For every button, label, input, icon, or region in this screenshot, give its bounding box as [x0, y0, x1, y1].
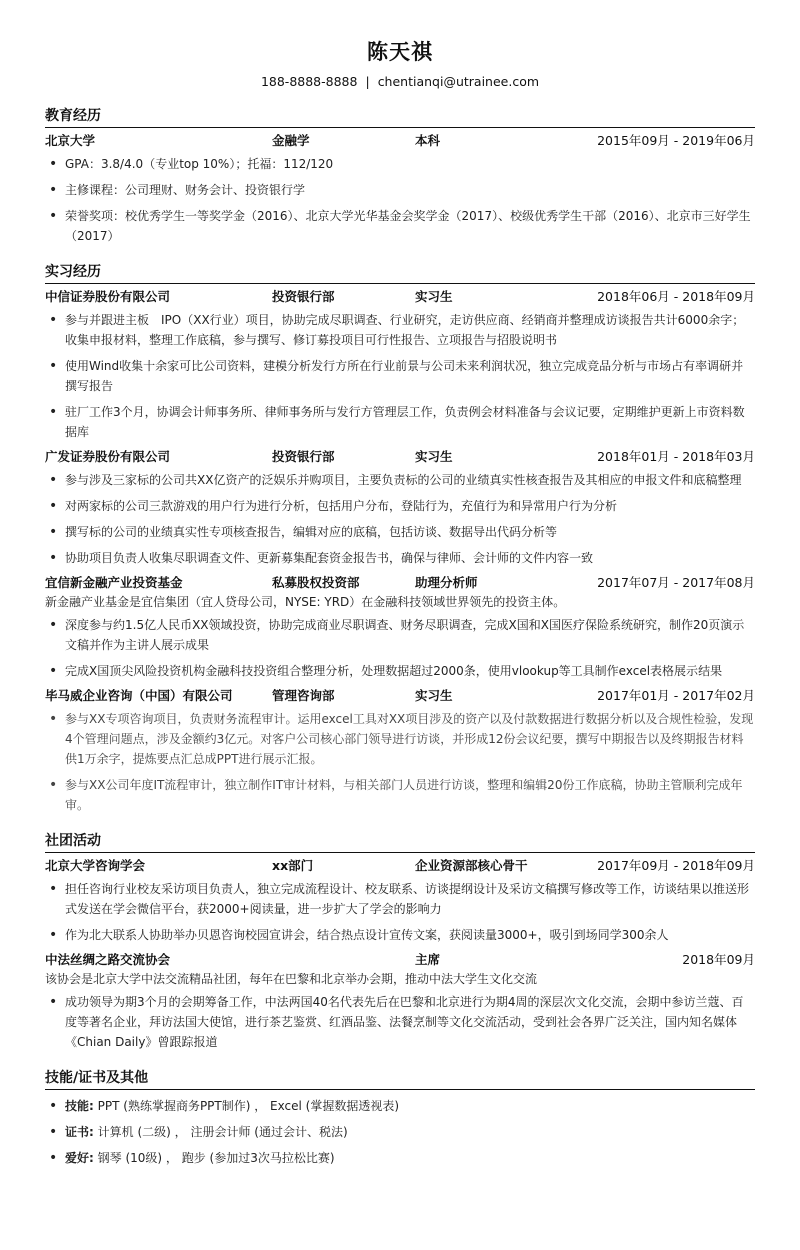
section-title: 教育经历 — [45, 106, 755, 128]
date-range: 2017年09月 - 2018年09月 — [597, 858, 755, 873]
entry — [45, 574, 755, 681]
bullet-list — [45, 879, 755, 945]
entry-description: 该协会是北京大学中法交流精品社团，每年在巴黎和北京举办会期，推动中法大学生文化交流 — [45, 972, 538, 986]
resume-name: 陈天祺 — [367, 40, 433, 64]
bullet-item: • 作为北大联系人协助举办贝恩咨询校园宣讲会，结合热点设计宣传文案，获阅读量3000+，吸引到场同学300余人 — [45, 925, 755, 945]
section-skills — [45, 1068, 755, 1168]
entry — [45, 951, 755, 1052]
bullet-item: • 参与XX公司年度IT流程审计，独立制作IT审计材料，与相关部门人员进行访谈，整理和编辑20份工作底稿，协助主管顺利完成年审。 — [45, 775, 755, 815]
section-title: 实习经历 — [45, 262, 755, 284]
organization-name: 中信证券股份有限公司 — [45, 289, 171, 304]
entry — [45, 448, 755, 568]
department-name: 投资银行部 — [272, 449, 335, 464]
bullet-list — [45, 709, 755, 815]
skill-label: 技能: — [65, 1099, 94, 1113]
skill-text: 计算机 (二级) ， 注册会计师 (通过会计、税法) — [97, 1125, 348, 1139]
email-address: chentianqi@utrainee.com — [377, 74, 540, 89]
entry — [45, 857, 755, 945]
bullet-item: • 参与涉及三家标的公司共XX亿资产的泛娱乐并购项目，主要负责标的公司的业绩真实性核查报告及其相应的申报文件和底稿整理 — [45, 470, 755, 490]
entry-header — [45, 951, 755, 969]
department-name: 金融学 — [272, 133, 310, 148]
bullet-item: • 使用Wind收集十余家可比公司资料，建模分析发行方所在行业前景与公司未来利润状况，独立完成竞品分析与市场占有率调研并撰写报告 — [45, 356, 755, 396]
bullet-item: • 撰写标的公司的业绩真实性专项核查报告，编辑对应的底稿，包括访谈、数据导出代码分析等 — [45, 522, 755, 542]
phone-number: 188-8888-8888 — [260, 74, 358, 89]
role-title: 企业资源部核心骨干 — [415, 858, 528, 873]
date-range: 2018年06月 - 2018年09月 — [597, 289, 755, 304]
skill-item — [45, 1122, 755, 1142]
entry-header — [45, 574, 755, 592]
section-internship — [45, 262, 755, 815]
department-name: 投资银行部 — [272, 289, 335, 304]
bullet-item: • 对两家标的公司三款游戏的用户行为进行分析，包括用户分布，登陆行为，充值行为和异常用户行为分析 — [45, 496, 755, 516]
skill-text: 钢琴 (10级) ， 跑步 (参加过3次马拉松比赛) — [97, 1151, 335, 1165]
entry — [45, 288, 755, 442]
resume-page — [45, 0, 755, 1168]
bullet-item: • GPA：3.8/4.0（专业top 10%）；托福：112/120 — [45, 154, 755, 174]
entry-header — [45, 288, 755, 306]
entry-header — [45, 857, 755, 875]
section-activities — [45, 831, 755, 1052]
date-range: 2018年09月 — [682, 952, 755, 967]
entry-header — [45, 132, 755, 150]
skill-item — [45, 1148, 755, 1168]
bullet-item: • 协助项目负责人收集尽职调查文件、更新募集配套资金报告书，确保与律师、会计师的文件内容一致 — [45, 548, 755, 568]
role-title: 实习生 — [415, 688, 453, 703]
date-range: 2017年07月 - 2017年08月 — [597, 575, 755, 590]
entry — [45, 132, 755, 246]
bullet-item: • 深度参与约1.5亿人民币XX领域投资，协助完成商业尽职调查、财务尽职调查，完成X国和X国医疗保险系统研究，制作20页演示文稿并作为主讲人展示成果 — [45, 615, 755, 655]
department-name: 私募股权投资部 — [272, 575, 360, 590]
bullet-list — [45, 310, 755, 442]
bullet-item: • 担任咨询行业校友采访项目负责人，独立完成流程设计、校友联系、访谈提纲设计及采访文稿撰写修改等工作，访谈结果以推送形式发送在学会微信平台，获2000+阅读量，进一步扩大了学会的影响力 — [45, 879, 755, 919]
bullet-item: • 成功领导为期3个月的会期筹备工作，中法两国40名代表先后在巴黎和北京进行为期4周的深层次文化交流，会期中参访兰蔻、百度等著名企业，拜访法国大使馆，进行茶艺鉴赏、红酒品鉴、法餐烹制等文化交流活动，受到社会各界广泛关注，国内知名媒体《Chian Daily》曾跟踪报道 — [45, 992, 755, 1052]
bullet-item: • 参与并跟进主板 IPO（XX行业）项目，协助完成尽职调查、行业研究，走访供应商、经销商并整理成访谈报告共计6000余字；收集申报材料，整理工作底稿，参与撰写、修订募投项目可行性报告、立项报告与招股说明书 — [45, 310, 755, 350]
organization-name: 北京大学 — [45, 133, 96, 148]
organization-name: 宜信新金融产业投资基金 — [45, 575, 183, 590]
date-range: 2018年01月 - 2018年03月 — [597, 449, 755, 464]
bullet-item: • 主修课程：公司理财、财务会计、投资银行学 — [45, 180, 755, 200]
bullet-list — [45, 470, 755, 568]
role-title: 助理分析师 — [415, 575, 478, 590]
bullet-item: • 完成X国顶尖风险投资机构金融科技投资组合整理分析，处理数据超过2000条，使用vlookup等工具制作excel表格展示结果 — [45, 661, 755, 681]
bullet-list — [45, 154, 755, 246]
entry — [45, 687, 755, 815]
date-range: 2015年09月 - 2019年06月 — [597, 133, 755, 148]
bullet-list — [45, 615, 755, 681]
bullet-item: • 参与XX专项咨询项目，负责财务流程审计。运用excel工具对XX项目涉及的资产以及付款数据进行数据分析以及合规性检验，发现4个管理问题点，涉及金额约3亿元。对客户公司核心部门领导进行访谈，并形成12份会议纪要，撰写中期报告以及终期报告材料供1万余字，提炼要点汇总成PPT进行展示汇报。 — [45, 709, 755, 769]
entry-header — [45, 687, 755, 705]
section-title: 社团活动 — [45, 831, 755, 853]
role-title: 实习生 — [415, 289, 453, 304]
skills-list — [45, 1096, 755, 1168]
skill-label: 证书: — [65, 1125, 94, 1139]
contact-line — [45, 74, 755, 90]
section-education — [45, 106, 755, 246]
bullet-item: • 驻厂工作3个月，协调会计师事务所、律师事务所与发行方管理层工作，负责例会材料准备与会议记要，定期维护更新上市资料数据库 — [45, 402, 755, 442]
bullet-list — [45, 992, 755, 1052]
skill-item — [45, 1096, 755, 1116]
organization-name: 北京大学咨询学会 — [45, 858, 146, 873]
role-title: 主席 — [415, 952, 441, 967]
entry-description: 新金融产业基金是宜信集团（宜人贷母公司，NYSE: YRD）在金融科技领域世界领先的投资主体。 — [45, 595, 566, 609]
organization-name: 毕马威企业咨询（中国）有限公司 — [45, 688, 233, 703]
skill-text: PPT (熟练掌握商务PPT制作) ， Excel (掌握数据透视表) — [97, 1099, 400, 1113]
entry-header — [45, 448, 755, 466]
section-title: 技能/证书及其他 — [45, 1068, 755, 1090]
organization-name: 广发证券股份有限公司 — [45, 449, 171, 464]
contact-separator: | — [365, 74, 370, 89]
bullet-item: • 荣誉奖项：校优秀学生一等奖学金（2016）、北京大学光华基金会奖学金（2017）、校级优秀学生干部（2016）、北京市三好学生（2017） — [45, 206, 755, 246]
department-name: xx部门 — [272, 858, 314, 873]
department-name: 管理咨询部 — [272, 688, 335, 703]
organization-name: 中法丝绸之路交流协会 — [45, 952, 171, 967]
role-title: 本科 — [415, 133, 441, 148]
date-range: 2017年01月 - 2017年02月 — [597, 688, 755, 703]
skill-label: 爱好: — [65, 1151, 94, 1165]
role-title: 实习生 — [415, 449, 453, 464]
